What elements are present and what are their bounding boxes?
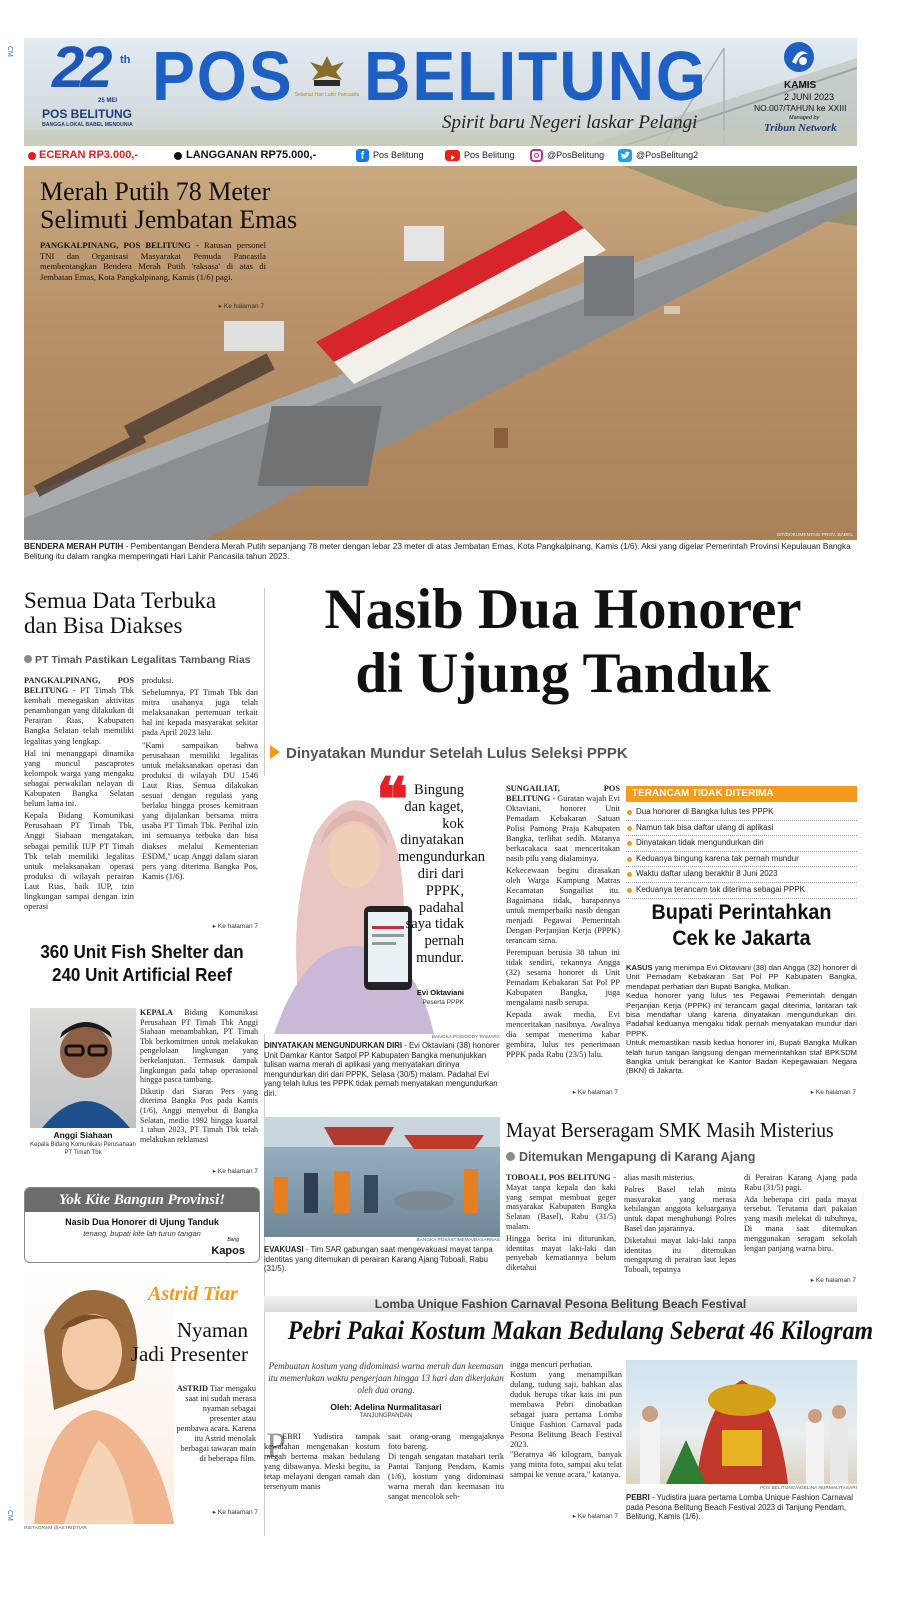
badge-text: Selamat Hari Lahir Pancasila bbox=[294, 92, 360, 98]
astrid-credit: INSTAGRAM @ASTRIDTIAR bbox=[24, 1526, 87, 1531]
smk-col1: TOBOALI, POS BELITUNG - Mayat tanpa kepala dan kaki yang sempat membuat geger masyarakat Kabupaten Bangka Selatan (Basel), Rabu (31/5) malam. Hingga berita ini diturunkan, identitas mayat laki-laki dan penyebab kematiannya belum diketahui bbox=[506, 1173, 617, 1273]
smk-continued[interactable]: ▸ Ke halaman 7 bbox=[810, 1277, 856, 1284]
anniversary-date: 25 MEI bbox=[98, 98, 118, 104]
timah-col1: PANGKALPINANG, POS BELITUNG - PT Timah Tbk kembali menegaskan aktivitas penambangan yang dilakukan di Perairan Rias, Kabupaten Bangka Selatan telah memiliki legalitas yang lengkap. Hal ini menanggapi dinamika yang muncul pascaprotes kelompok warga yang mengaku sebagai perwakilan nelayan di Kabupaten Bangka Selatan belum lama ini. Kepala Bidang Komunikasi Perusahaan PT Timah Tbk, Anggi Siahaan mengatakan, sebagai pemilik IUP PT Timah Tbk telah memiliki legalitas untuk melaksanakan operasi produksi di wilayah perairan Laut Rias, baik IUP, izin lingkungan sampai dengan izin operasi bbox=[24, 676, 134, 912]
facebook-icon[interactable]: f bbox=[356, 149, 369, 162]
fashion-dropcap: P bbox=[266, 1425, 287, 1465]
main-headline-line2: di Ujung Tanduk bbox=[355, 642, 771, 705]
network-logo bbox=[784, 42, 814, 72]
main-subhead: Dinyatakan Mundur Setelah Lulus Seleksi PPPK bbox=[270, 745, 856, 762]
quote-mark-icon: ❝ bbox=[376, 767, 409, 833]
social-twitter-label[interactable]: @PosBelitung2 bbox=[636, 150, 699, 160]
person-portrait-icon bbox=[30, 1008, 136, 1128]
main-headline[interactable] bbox=[270, 578, 856, 706]
promo-box[interactable] bbox=[24, 1187, 260, 1263]
smk-col3: di Perairan Karang Ajang pada Rabu (31/5) pagi. Ada beberapa ciri pada mayat tersebut. Terutama dari pakaian yang masih melekat di tubuhnya, Di mana saat ditemukan menggunakan seragam sekolah lengan panjang warna biru. bbox=[744, 1173, 857, 1253]
top-story-photo-credit: IST/DOKUMENTASI PROV. BABEL bbox=[776, 533, 853, 538]
person-portrait-icon bbox=[24, 1270, 174, 1524]
retail-price: ECERAN RP3.000,- bbox=[39, 149, 139, 161]
fashion-col3: ingga mencuri perhatian. Kostum yang menampilkan dulang, tudung saji, bahkan alas duduk berupa tikar kais ini pun membawa Pebri dinobatkan sebagai juara pertama Lomba Unique Fashion Carnaval pada Pesona Belitung Beach Festival 2023. "Beratnya 46 kilogram, banyak yang minta foto, sampai aku telat sampai ke venue acara," katanya. bbox=[510, 1360, 622, 1479]
bupati-headline-line2: Cek ke Jakarta bbox=[672, 927, 811, 950]
terancam-list bbox=[626, 805, 857, 899]
astrid-photo bbox=[24, 1270, 174, 1524]
timah-headline[interactable] bbox=[24, 588, 260, 638]
smk-headline[interactable]: Mayat Berseragam SMK Masih Misterius bbox=[506, 1118, 834, 1142]
fashion-byline: Oleh: Adelina Nurmalitasari bbox=[330, 1402, 442, 1412]
retail-dot-icon bbox=[28, 152, 36, 160]
astrid-headline[interactable] bbox=[120, 1318, 248, 1366]
astrid-continued[interactable]: ▸ Ke halaman 7 bbox=[212, 1509, 258, 1516]
masthead-tagline: Spirit baru Negeri laskar Pelangi bbox=[442, 112, 698, 133]
top-story-text: - Ratusan personel TNI dan Organisasi Masyarakat Pemuda Pancasila membentangkan Bendera Merah Putih 'raksasa' di atas di Jembatan Emas, Kota Pangkalpinang, Kamis (1/6) pagi. bbox=[40, 240, 266, 282]
timah-subhead: PT Timah Pastikan Legalitas Tambang Rias bbox=[24, 654, 260, 666]
fish-continued[interactable]: ▸ Ke halaman 7 bbox=[212, 1168, 258, 1175]
top-story-body bbox=[40, 240, 266, 282]
smk-col2: alias masih misterius. Polres Basel telah minta masyarakat yang merasa kehilangan anggota keluarganya untuk dapat menghubungi Polres Basel dan jajarannya. Diketahui mayat laki-laki tanpa identitas itu ditemukan mengapung di perairan laut lepas Toboali, tepatnya bbox=[624, 1173, 736, 1275]
top-story-dateline: PANGKALPINANG, POS BELITUNG bbox=[40, 240, 191, 250]
subhead-dot-icon bbox=[24, 655, 32, 663]
instagram-icon[interactable] bbox=[530, 149, 543, 162]
issue-day: KAMIS bbox=[784, 80, 817, 91]
anggi-name: Anggi Siahaan bbox=[53, 1130, 113, 1140]
crop-mark-bottom: CM bbox=[6, 1510, 13, 1521]
fashion-col1: EBRI Yudistira tampak kewalahan mengenakan kostum megah bertema makan bedulang yang dibawanya. Meski begitu, ia tetap melayani dengan ramah dan tersenyum manis bbox=[264, 1432, 380, 1491]
evi-name: Evi Oktaviani bbox=[416, 988, 464, 997]
top-story-caption-text: - Pembentangan Bendera Merah Putih sepanjang 78 meter dengan lebar 23 meter di atas Jembatan Emas, Kota Pangkalpinang, Kamis (1/6). Aksi yang digelar Pemerintah Provinsi Kepulauan Bangka Belitung itu dalam rangka memperingati Hari Lahir Pancasila tahun 2023. bbox=[24, 542, 851, 561]
astrid-headline-line1: Nyaman bbox=[176, 1318, 248, 1342]
top-story-caption bbox=[24, 542, 857, 562]
hero-photo bbox=[24, 166, 857, 540]
list-item: Dinyatakan tidak mengundurkan diri bbox=[626, 836, 857, 852]
timah-dateline: PANGKALPINANG, POS BELITUNG bbox=[24, 676, 134, 696]
fashion-intro: Pembuatan kostum yang didominasi warna merah dan keemasan itu memerlukan waktu pengerjaan hingga 13 hari dan dikerjakan oleh dua orang. bbox=[268, 1361, 504, 1395]
crop-mark-top: CM bbox=[6, 46, 13, 57]
evi-caption: DINYATAKAN MENGUNDURKAN DIRI - Evi Oktaviani (38) honorer Unit Damkar Kantor Satpol PP Kabupaten Bangka menunjukkan tulisan warna merah di aplikasi yang menyatakan dirinya mengundurkan diri dari PPPK, Selasa (30/5) malam. Padahal Evi yang telah lulus tes PPPK tidak pernah menyatakan mengundurkan diri. bbox=[264, 1041, 500, 1098]
main-headline-line1: Nasib Dua Honorer bbox=[324, 578, 802, 641]
garuda-icon bbox=[292, 50, 362, 90]
anniversary-suffix: th bbox=[120, 54, 131, 66]
main-continued[interactable]: ▸ Ke halaman 7 bbox=[572, 1089, 618, 1096]
youtube-icon[interactable] bbox=[445, 150, 460, 161]
issue-date: 2 JUNI 2023 bbox=[784, 92, 835, 102]
bupati-continued[interactable]: ▸ Ke halaman 7 bbox=[810, 1089, 856, 1096]
smk-subhead: Ditemukan Mengapung di Karang Ajang bbox=[506, 1150, 857, 1164]
timah-headline-line1: Semua Data Terbuka bbox=[24, 588, 217, 613]
terancam-box bbox=[626, 786, 857, 894]
astrid-body: ASTRID Tiar mengaku saat ini sudah merasa nyaman sebagai presenter atau pembawa acara. Karena itu Astrid menolak berbagai tawaran main di beberapa film. bbox=[176, 1384, 256, 1463]
fashion-col2: saat orang-orang mengajaknya foto bareng. Di tengah sengatan matahari terik Pantai Tanjung Pendam, Kamis (1/6), kostum yang didominasi warna merah dan keemasan itu sangat mencolok seh- bbox=[388, 1432, 504, 1501]
top-story-headline[interactable] bbox=[40, 178, 297, 234]
terancam-title: TERANCAM TIDAK DITERIMA bbox=[626, 786, 857, 802]
fish-headline-line2: 240 Unit Artificial Reef bbox=[51, 964, 233, 985]
bupati-headline-line1: Bupati Perintahkan bbox=[651, 901, 832, 924]
timah-col2: produksi. Sebelumnya, PT Timah Tbk dan mitra usahanya juga telah melaksanakan pertemuan terkait hal ini kepada masyarakat sekitar pada April 2023 lalu. "Kami sampaikan bahwa perusahaan memiliki legalitas untuk melaksanakan operasi dan produksi di wilayah DU 1546 Laut Rias. Semua dilakukan sesuai dengan regulasi yang berlaku hingga proses kemitraan yang dijalankan bersama mitra usaha PT Timah Tbk. Perihal izin ini semuanya terbuka dan bisa diakses melalui Kementerian ESDM," ucap Anggi dalam siaran pers yang diterima Bangka Pos, Kamis (1/6). bbox=[142, 676, 258, 881]
evac-photo-credit: BANGKA POS/ISTIMEWA/BASARNAS bbox=[416, 1238, 500, 1243]
list-item: Namun tak bisa daftar ulang di aplikasi bbox=[626, 821, 857, 837]
anggi-photo bbox=[30, 1008, 136, 1128]
top-story-headline-line1: Merah Putih 78 Meter bbox=[40, 177, 271, 206]
twitter-icon[interactable] bbox=[618, 149, 632, 162]
list-item: Dua honorer di Bangka lulus tes PPPK bbox=[626, 805, 857, 821]
promo-title: Yok Kite Bangun Provinsi! bbox=[25, 1188, 259, 1212]
costume-illustration bbox=[626, 1360, 857, 1484]
promo-headline: Nasib Dua Honorer di Ujung Tanduk bbox=[65, 1217, 219, 1227]
subscription-price: LANGGANAN RP75.000,- bbox=[186, 149, 317, 161]
rescue-scene-illustration bbox=[264, 1117, 500, 1237]
social-youtube-label[interactable]: Pos Belitung bbox=[464, 150, 515, 160]
promo-subline: tenang, bupati kite lah turun tangan bbox=[83, 1229, 201, 1238]
promo-brand: Kapos bbox=[211, 1245, 245, 1257]
tribun-swirl-icon bbox=[784, 42, 814, 72]
fashion-headline[interactable]: Pebri Pakai Kostum Makan Bedulang Seberat 46 Kilogram bbox=[287, 1316, 874, 1345]
fashion-caption: PEBRI - Yudistira juara pertama Lomba Unique Fashion Carnaval pada Pesona Belitung Beach Festival 2023 di Tanjung Pendam, Belitung, Kamis (1/6). bbox=[626, 1493, 853, 1522]
timah-headline-line2: dan Bisa Diakses bbox=[24, 613, 183, 638]
top-story-continued[interactable]: ▸ Ke halaman 7 bbox=[218, 303, 264, 310]
masthead-title-pos[interactable]: POS bbox=[152, 38, 294, 115]
social-facebook-label[interactable]: Pos Belitung bbox=[373, 150, 424, 160]
fashion-place: TANJUNGPANDAN bbox=[359, 1413, 413, 1419]
astrid-name-tag: Astrid Tiar bbox=[148, 1283, 238, 1305]
fashion-continued[interactable]: ▸ Ke halaman 7 bbox=[572, 1513, 618, 1520]
anniversary-logo bbox=[34, 40, 144, 130]
list-item: Keduanya bingung karena tak pernah mundur bbox=[626, 852, 857, 868]
anniversary-number: 22 bbox=[52, 38, 109, 100]
evi-photo-credit: BANGKA POS/DODY RAMARA bbox=[431, 1035, 500, 1040]
small-brand: POS BELITUNG bbox=[42, 107, 133, 121]
masthead-title-belitung[interactable]: BELITUNG bbox=[364, 38, 708, 115]
list-item: Keduanya terancam tak diterima sebagai PPPK bbox=[626, 883, 857, 899]
social-instagram-label[interactable]: @PosBelitung bbox=[547, 150, 605, 160]
managed-by: Managed by bbox=[789, 115, 820, 121]
timah-continued[interactable]: ▸ Ke halaman 7 bbox=[212, 923, 258, 930]
astrid-headline-line2: Jadi Presenter bbox=[130, 1342, 248, 1366]
main-body: SUNGAILIAT, POS BELITUNG - Guratan wajah Evi Oktaviani, honorer Unit Pemadam Kebakaran Satuan Polisi Pamong Praja Kabupaten Bangka, terlihat sedih. Matanya berkacakaca saat menceritakan nasib pilu yang dialaminya. Kekecewaan begitu dirasakan oleh Warga Kampung Matras Kecamatan Sungailiat itu. Bagaimana tidak, harapannya untuk memperbaiki nasib dengan menjadi Pegawai Pemerintah Dengan Perjanjian Kerja (PPPK) terancam sirna. Perempuan berusia 38 tahun ini tidak sendiri, rekannya Angga (32) sesama honorer di Unit Pemadam Kebakaran Sat Pol PP Kabupaten Bangka, juga mengalami nasib serupa. Kepada awak media, Evi menceritakan nasibnya. Awalnya dia sempat menerima kabar gembira, lulus tes penerimaan PPPK pada Rabu (23/5) lalu. bbox=[506, 784, 620, 1059]
subscription-dot-icon bbox=[174, 152, 182, 160]
evi-title: Peserta PPPK bbox=[422, 999, 464, 1006]
small-tagline: BANGGA LOKAL BABEL MENDUNIA bbox=[42, 122, 133, 128]
evac-photo bbox=[264, 1117, 500, 1237]
masthead bbox=[24, 38, 857, 146]
price-bar bbox=[24, 147, 857, 165]
evi-quote: Bingung dan kaget, kok dinyatakan mengundurkan diri dari PPPK, padahal saya tidak pernah mundur. bbox=[398, 782, 485, 966]
tribun-network-logo: Tribun Network bbox=[764, 122, 837, 134]
issue-number: NO.007/TAHUN ke XXIII bbox=[754, 103, 847, 113]
top-story-caption-label: BENDERA MERAH PUTIH bbox=[24, 542, 124, 551]
fish-headline[interactable] bbox=[33, 940, 250, 986]
fashion-photo-credit: POS BELITUNG/ADELINA NURMALITASARI bbox=[760, 1486, 857, 1491]
pancasila-badge bbox=[292, 50, 362, 118]
bupati-body: KASUS yang menimpa Evi Oktaviani (38) dan Angga (32) honorer di Unit Pemadam Kebakaran Sat Pol PP Kabupaten Bangka, mendapat perhatian dari Bupati Bangka, Mulkan. Kedua honorer yang lulus tes Pegawai Pemerintah dengan Perjanjian Kerja (PPPK) ini terancam gagal diterima, lantaran tak bisa mendaftar ulang karena dinyatakan mengundurkan diri. Padahal keduanya mengaku tidak pernah menyatakan mundur dari PPPK. Untuk memastikan nasib kedua honorer ini, Bupati Bangka Mulkan telah turun tangan langsung dengan memerintahkan staf BPKSDM Bangka untuk berangkat ke Kantor Badan Kepegawaian Negara (BKN) di Jakarta. bbox=[626, 963, 857, 1076]
subhead-triangle-icon bbox=[270, 745, 280, 759]
promo-brand-small: Bang bbox=[227, 1237, 239, 1243]
list-item: Waktu daftar ulang berakhir 8 Juni 2023 bbox=[626, 867, 857, 883]
fish-headline-line1: 360 Unit Fish Shelter dan bbox=[40, 941, 244, 962]
subhead-dot-icon bbox=[506, 1152, 515, 1161]
anggi-title: Kepala Bidang Komunikasi Perusahaan PT Timah Tbk bbox=[30, 1142, 136, 1156]
evac-caption: EVAKUASI - Tim SAR gabungan saat mengevakuasi mayat tanpa identitas yang ditemukan di perairan Karang Ajang Toboali, Rabu (31/5). bbox=[264, 1245, 493, 1274]
fashion-photo bbox=[626, 1360, 857, 1484]
bupati-headline[interactable] bbox=[633, 900, 850, 952]
fashion-kicker: Lomba Unique Fashion Carnaval Pesona Belitung Beach Festival bbox=[264, 1296, 857, 1312]
top-story-headline-line2: Selimuti Jembatan Emas bbox=[40, 205, 298, 234]
fish-body: KEPALA Bidang Komunikasi Perusahaan PT Timah Tbk Anggi Siahaan menambahkan, PT Timah Tbk berkomitmen untuk melakukan pengelolaan lingkungan yang berkelanjutan. Termasuk dampak lingkungan pada tahap operasional hingga pasca tambang. Dikutip dari Siaran Pers yang diterima Bangka Pos pada Kamis (1/6), Anggi menyebut di Bangka Selatan, medio 1992 hingga kuartal 1 tahun 2023, PT Timah Tbk telah melakukan reklamasi bbox=[140, 1008, 258, 1144]
